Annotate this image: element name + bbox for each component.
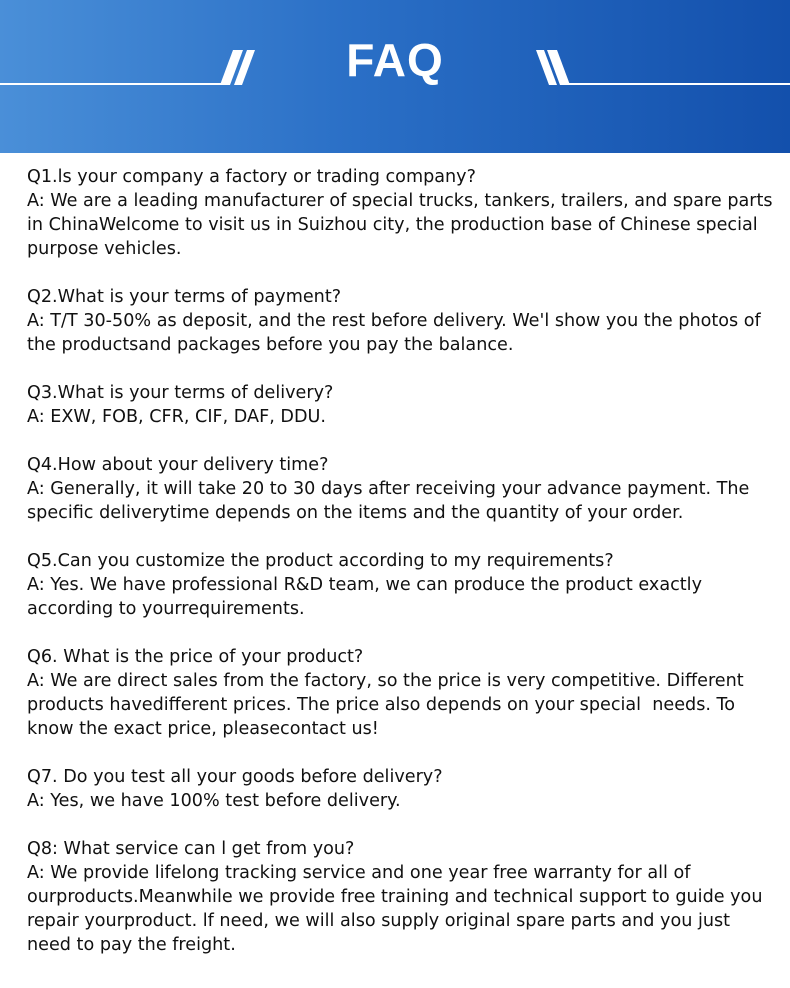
banner-line-right	[568, 83, 790, 85]
faq-question: Q8: What service can l get from you?	[27, 839, 355, 859]
page-title: FAQ	[346, 34, 444, 86]
slash-left-icon	[220, 50, 260, 86]
faq-item	[27, 765, 775, 813]
faq-question: Q3.What is your terms of delivery?	[27, 383, 334, 403]
faq-question: Q5.Can you customize the product according to my requirements?	[27, 551, 614, 571]
faq-question: Q6. What is the price of your product?	[27, 647, 364, 667]
faq-item	[27, 285, 775, 357]
faq-item	[27, 381, 775, 429]
faq-item	[27, 453, 775, 525]
faq-item	[27, 165, 779, 261]
faq-item	[27, 837, 775, 957]
faq-question: Q1.ls your company a factory or trading company?	[27, 167, 476, 187]
faq-question: Q2.What is your terms of payment?	[27, 287, 342, 307]
faq-answer: A: Generally, it will take 20 to 30 days after receiving your advance payment. The specific deliverytime depends on the items and the quantity of your order.	[27, 479, 755, 523]
faq-answer: A: EXW, FOB, CFR, CIF, DAF, DDU.	[27, 407, 326, 427]
faq-answer: A: We are a leading manufacturer of special trucks, tankers, trailers, and spare parts in ChinaWelcome to visit us in Suizhou city, the production base of Chinese special purpose vehicles.	[27, 191, 779, 259]
slash-right-icon	[536, 50, 576, 86]
faq-answer: A: Yes. We have professional R&D team, we can produce the product exactly according to yourrequirements.	[27, 575, 708, 619]
faq-banner	[0, 0, 790, 153]
faq-answer: A: Yes, we have 100% test before delivery.	[27, 791, 401, 811]
faq-item	[27, 549, 775, 621]
banner-line-left	[0, 83, 224, 85]
faq-answer: A: We are direct sales from the factory, so the price is very competitive. Different products havedifferent prices. The price also depends on your special needs. To know the exact price, pleasecontact us!	[27, 671, 750, 739]
faq-answer: A: T/T 30-50% as deposit, and the rest before delivery. We'l show you the photos of the productsand packages before you pay the balance.	[27, 311, 767, 355]
faq-answer: A: We provide lifelong tracking service and one year free warranty for all of ourproducts.Meanwhile we provide free training and technical support to guide you repair yourproduct. lf need, we will also supply original spare parts and you just need to pay the freight.	[27, 863, 769, 955]
faq-question: Q4.How about your delivery time?	[27, 455, 329, 475]
faq-list	[27, 165, 779, 981]
faq-item	[27, 645, 775, 741]
faq-question: Q7. Do you test all your goods before delivery?	[27, 767, 443, 787]
